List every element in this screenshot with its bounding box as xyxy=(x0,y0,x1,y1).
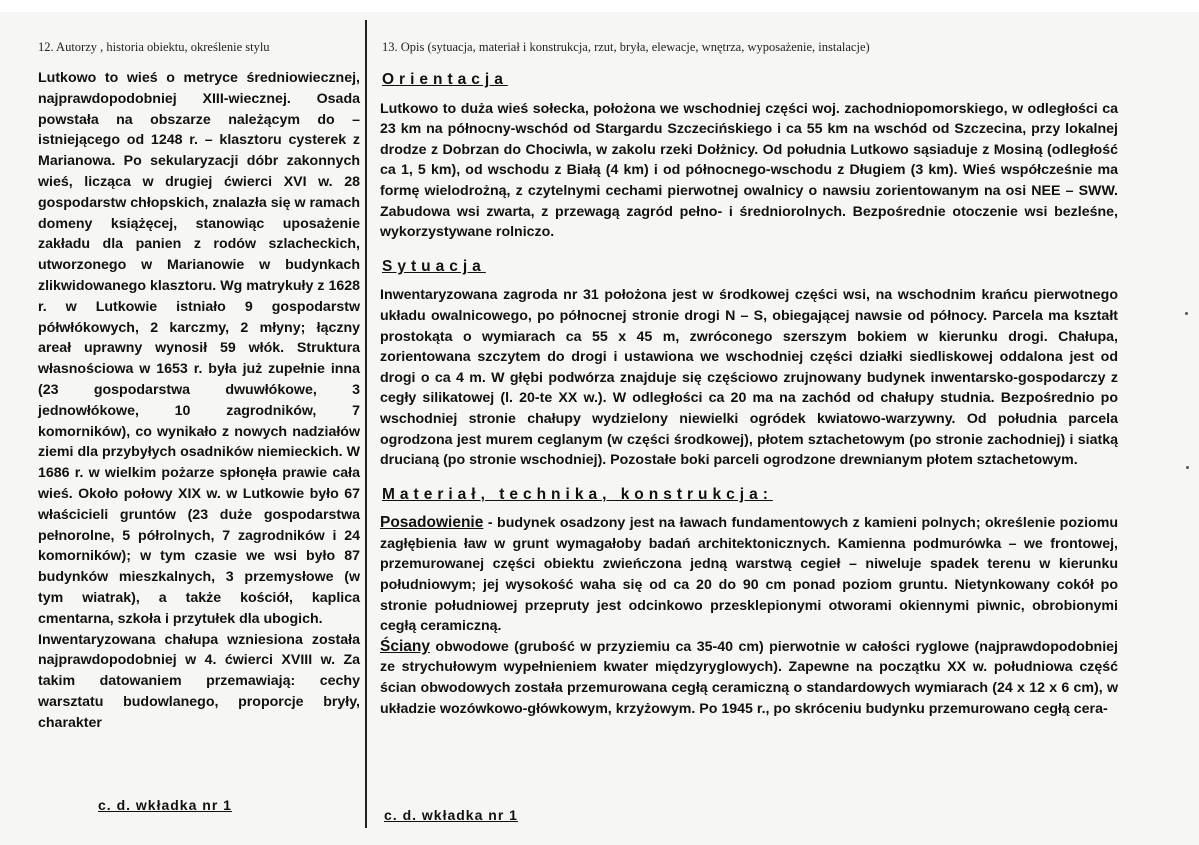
material-heading: Materiał, technika, konstrukcja: xyxy=(382,485,773,503)
scan-top-edge xyxy=(0,0,1199,12)
orientation-heading: Orientacja xyxy=(382,71,508,88)
walls-text: obwodowe (grubość w przyziemiu ca 35-40 cm) pierwotnie w całości ryglowe (najprawdopodobniej ze strychułowym wypełnieniem kwater międzyryglowych). Zapewne na początku XX w. południowa część ścian obwodowych została przemurowana cegłą ceramiczną o standardowych wymiarach (24 x 12 x 6 cm), w układzie wozówkowo-główkowym, krzyżowym. Po 1945 r., po skróceniu budynku przemurowano cegłą cera- xyxy=(380,638,1118,717)
situation-text: Inwentaryzowana zagroda nr 31 położona jest w środkowej części wsi, na wschodnim krańcu pierwotnego układu owalnicowego, po północnej stronie drogi N – S, obiegającej nawsie od północy. Parcela ma kształt prostokąta o wymiarach ca 55 x 45 m, zwróconego szerszym bokiem w kierunku drogi. Chałupa, zorientowana szczytem do drogi i ustawiona we wschodniej części działki siedliskowej oddalona jest od drogi o ca 4 m. W głębi podwórza znajduje się częściowo zrujnowany budynek inwentarsko-gospodarczy z cegły silikatowej (l. 20-te XX w.). W odległości ca 20 ma na zachód od chałupy studnia. Bezpośrednio po wschodniej stronie chałupy wydzielony niewielki ogródek kwiatowo-warzywny. Od południa parcela ogrodzona jest murem ceglanym (w części środkowej), płotem sztachetowym (po stronie zachodniej) i siatką drucianą (po stronie wschodniej). Pozostałe boki parceli ogrodzone drewnianym płotem sztachetowym. xyxy=(380,287,1118,469)
column-divider xyxy=(365,20,367,828)
situation-heading: Sytuacja xyxy=(382,257,486,275)
left-continuation-note: c. d. wkładka nr 1 xyxy=(98,797,232,813)
history-column xyxy=(38,68,360,734)
foundation-paragraph xyxy=(380,513,1118,637)
description-column xyxy=(380,70,1118,719)
history-paragraph: Lutkowo to wieś o metryce średniowiecznej, najprawdopodobniej XIII-wiecznej. Osada powstała na obszarze należącym do – istniejącego od 1248 r. – klasztoru cysterek z Marianowa. Po sekularyzacji dóbr zakonnych wieś, licząca w drugiej ćwierci XVI w. 28 gospodarstw chłopskich, znalazła się w ramach domeny książęcej, stanowiąc uposażenie zakładu dla panien z rodów szlacheckich, utworzonego w Marianowie w budynkach zlikwidowanego klasztoru. Wg matrykuły z 1628 r. w Lutkowie istniało 9 gospodarstw półwłókowych, 2 karczmy, 2 młyny; łączny areał uprawny wynosił 59 włók. Struktura własnościowa w 1653 r. była już zupełnie inna (23 gospodarstwa dwuwłókowe, 3 jednowłókowe, 10 zagrodników, 7 komorników), co wynikało z nowych nadziałów ziemi dla przybyłych osadników niemieckich. W 1686 r. w wielkim pożarze spłonęła prawie cała wieś. Około połowy XIX w. w Lutkowie było 67 właścicieli gruntów (23 duże gospodarstwa pełnorolne, 5 półrolnych, 7 zagrodników i 24 komorników); w tym czasie we wsi było 87 budynków mieszkalnych, 3 przemysłowe (w tym wiatrak), a także kościół, kaplica cmentarna, szkoła i przytułek dla ubogich. xyxy=(38,70,360,627)
history-paragraph: Inwentaryzowana chałupa wzniesiona została najprawdopodobniej w 4. ćwierci XVIII w. Za takim datowaniem przemawiają: cechy warsztatu budowlanego, proporcje bryły, charakter xyxy=(38,631,360,731)
orientation-text: Lutkowo to duża wieś sołecka, położona we wschodniej części woj. zachodniopomorskiego, w odległości ca 23 km na północny-wschód od Stargardu Szczecińskiego i ca 55 km na wschód od Szczecina, przy lokalnej drodze z Dobrzan do Chociwla, w zakolu rzeki Dołżnicy. Od południa Lutkowo sąsiaduje z Mosiną (odległość ca 1, 5 km), od wschodu z Białą (4 km) i od północnego-wschodu z Długiem (3 km). Wieś współcześnie ma formę wielodrożną, z czytelnymi cechami pierwotnej owalnicy o nawsiu zorientowanym na osi NEE – SWW. Zabudowa wsi zwarta, z przewagą zagród pełno- i średniorolnych. Bezpośrednie otoczenie wsi bezleśne, wykorzystywane rolniczo. xyxy=(380,100,1118,241)
left-column-header: 12. Autorzy , historia obiektu, określenie stylu xyxy=(38,40,270,54)
right-column-header: 13. Opis (sytuacja, materiał i konstrukcja, rzut, bryła, elewacje, wnętrza, wyposażenie, instalacje) xyxy=(382,40,870,54)
walls-paragraph xyxy=(380,637,1118,719)
scan-speck xyxy=(1186,466,1189,469)
scan-speck xyxy=(1185,312,1188,315)
foundation-label: Posadowienie xyxy=(380,514,484,532)
foundation-text: - budynek osadzony jest na ławach fundamentowych z kamieni polnych; określenie poziomu zagłębienia ław w grunt wymagałoby badań architektonicznych. Kamienna podmurówka – we frontowej, przemurowanej części obiektu zwieńczona jedną warstwą cegieł – niweluje spadek terenu w kierunku południowym; jej wysokość waha się od ca 20 do 90 cm ponad poziom gruntu. Nietynkowany cokół po stronie południowej przepruty jest odcinkowo przesklepionymi otworami okiennymi piwnic, obrobionymi cegłą ceramiczną. xyxy=(380,515,1118,635)
walls-label: Ściany xyxy=(380,637,430,655)
right-continuation-note: c. d. wkładka nr 1 xyxy=(384,807,518,823)
